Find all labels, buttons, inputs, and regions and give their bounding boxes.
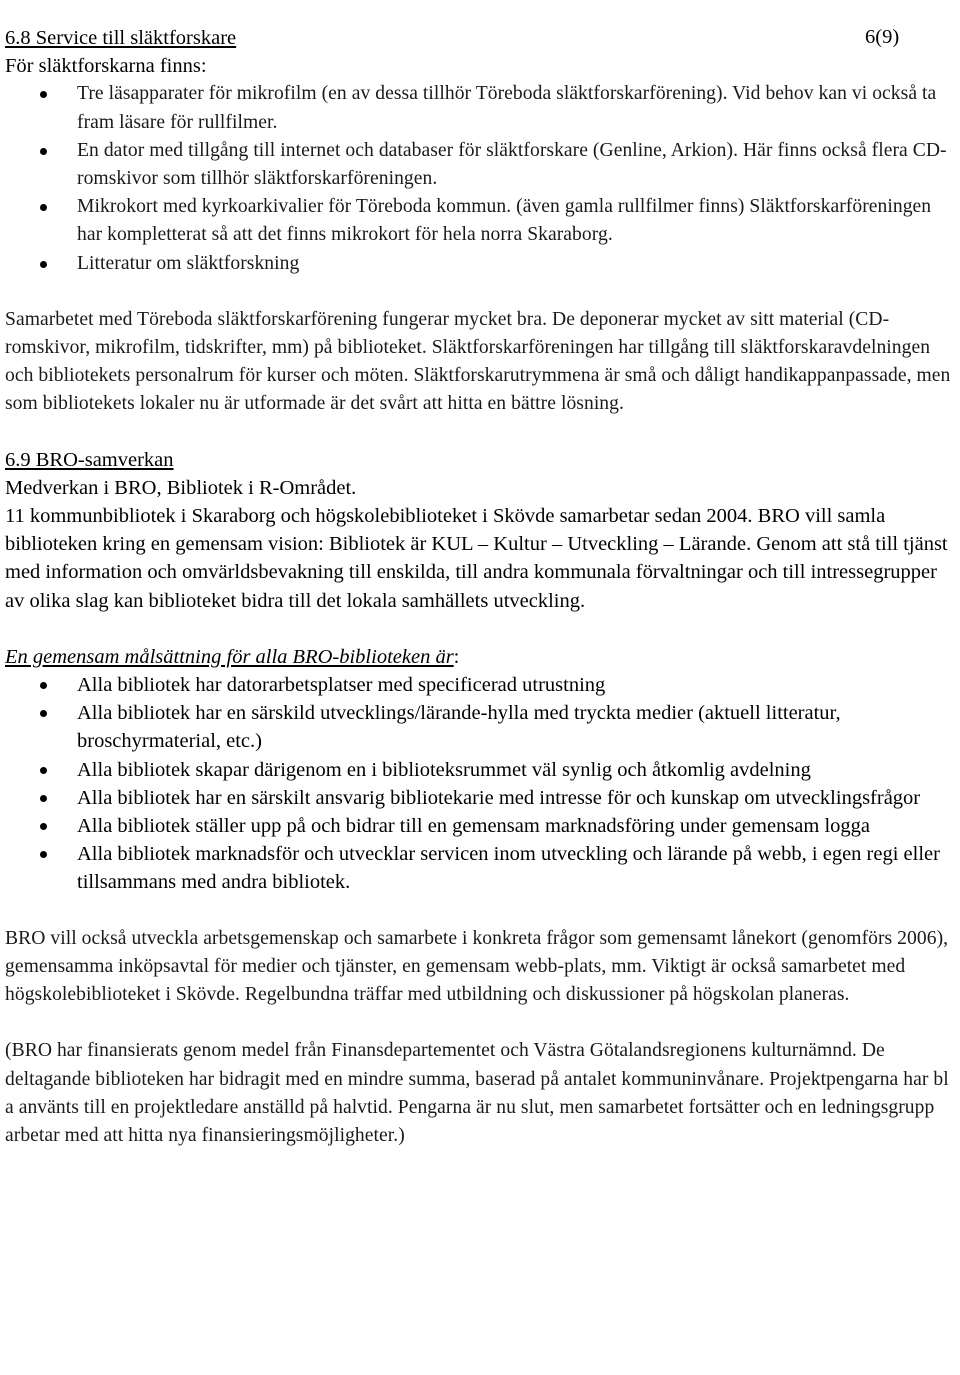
list-item: Alla bibliotek ställer upp på och bidrar till en gemensam marknadsföring under gemensam logga <box>5 812 960 840</box>
spacer <box>5 1009 960 1037</box>
document-page <box>5 24 960 1150</box>
section-heading-text: 6.9 BRO-samverkan <box>5 448 174 471</box>
spacer <box>5 615 960 643</box>
section-heading-text: 6.8 Service till släktforskare <box>5 27 237 49</box>
body-paragraph: Samarbetet med Töreboda släktforskarförening fungerar mycket bra. De deponerar mycket av sitt material (CD-romskivor, mikrofilm, tidskrifter, mm) på biblioteket. Släktforskarföreningen har tillgång till släktforskaravdelningen och bibliotekets personalrum för kurser och möten. Släktforskarutrymmena är små och dåligt handikappanpassade, men som bibliotekets lokaler nu är utformade är det svårt att hitta en bättre lösning. <box>5 308 951 415</box>
section-bro-samverkan <box>5 446 960 1150</box>
page-number: 6(9) <box>865 26 900 48</box>
spacer <box>5 419 960 446</box>
list-item: En dator med tillgång till internet och databaser för släktforskare (Genline, Arkion). Här finns också flera CD-romskivor som tillhör släktforskarföreningen. <box>5 137 960 193</box>
goals-heading-colon: : <box>453 645 460 668</box>
section-heading <box>5 24 960 52</box>
list-item: Tre läsapparater för mikrofilm (en av dessa tillhör Töreboda släktforskarförening). Vid behov kan vi också ta fram läsare för rullfilmer. <box>5 80 960 136</box>
subheading: Medverkan i BRO, Bibliotek i R-Området. <box>5 476 357 499</box>
list-item: Alla bibliotek skapar därigenom en i biblioteksrummet väl synlig och åtkomlig avdelning <box>5 756 960 784</box>
goals-heading <box>5 643 960 671</box>
list-item: Litteratur om släktforskning <box>5 250 960 278</box>
spacer <box>5 278 960 306</box>
goals-list <box>5 671 960 897</box>
list-item: Alla bibliotek har datorarbetsplatser med specificerad utrustning <box>5 671 960 699</box>
body-paragraph: BRO vill också utveckla arbetsgemenskap och samarbete i konkreta frågor som gemensamt lånekort (genomförs 2006), gemensamma inköpsavtal för medier och tjänster, en gemensam webb-plats, mm. Viktigt är också samarbetet med högskolebiblioteket i Skövde. Regelbundna träffar med utbildning och diskussioner på högskolan planeras. <box>5 927 949 1006</box>
section-service-slaktforskare <box>5 24 960 419</box>
intro-text: För släktforskarna finns: <box>5 55 207 78</box>
list-item: Alla bibliotek marknadsför och utvecklar servicen inom utveckling och lärande på webb, i egen regi eller tillsammans med andra bibliotek. <box>5 840 960 896</box>
list-item: Alla bibliotek har en särskild utvecklings/lärande-hylla med tryckta medier (aktuell litteratur, broschyrmaterial, etc.) <box>5 699 960 755</box>
list-item: Alla bibliotek har en särskilt ansvarig bibliotekarie med intresse för och kunskap om utvecklingsfrågor <box>5 784 960 812</box>
spacer <box>5 897 960 925</box>
list-item: Mikrokort med kyrkoarkivalier för Töreboda kommun. (även gamla rullfilmer finns) Släktforskarföreningen har kompletterat så att det finns mikrokort för hela norra Skaraborg. <box>5 193 960 249</box>
body-paragraph: (BRO har finansierats genom medel från Finansdepartementet och Västra Götalandsregionens kulturnämnd. De deltagande biblioteken har bidragit med en mindre summa, baserad på antalet kommuninvånare. Projektpengarna har bl a använts till en projektledare anställd på halvtid. Pengarna är nu slut, men samarbetet fortsätter och en ledningsgrupp arbetar med att hitta nya finansieringsmöjligheter.) <box>5 1040 949 1146</box>
section-heading <box>5 446 960 474</box>
body-paragraph: 11 kommunbibliotek i Skaraborg och högskolebiblioteket i Skövde samarbetar sedan 2004. BRO vill samla biblioteken kring en gemensam vision: Bibliotek är KUL – Kultur – Utveckling – Lärande. Genom att stå till tjänst med information och omvärldsbevakning till enskilda, till andra kommunala förvaltningar och till intressegrupper av olika slag kan biblioteket bidra till det lokala samhällets utveckling. <box>5 505 948 612</box>
resource-list <box>5 80 960 277</box>
goals-heading-text: En gemensam målsättning för alla BRO-biblioteken är <box>5 645 454 668</box>
